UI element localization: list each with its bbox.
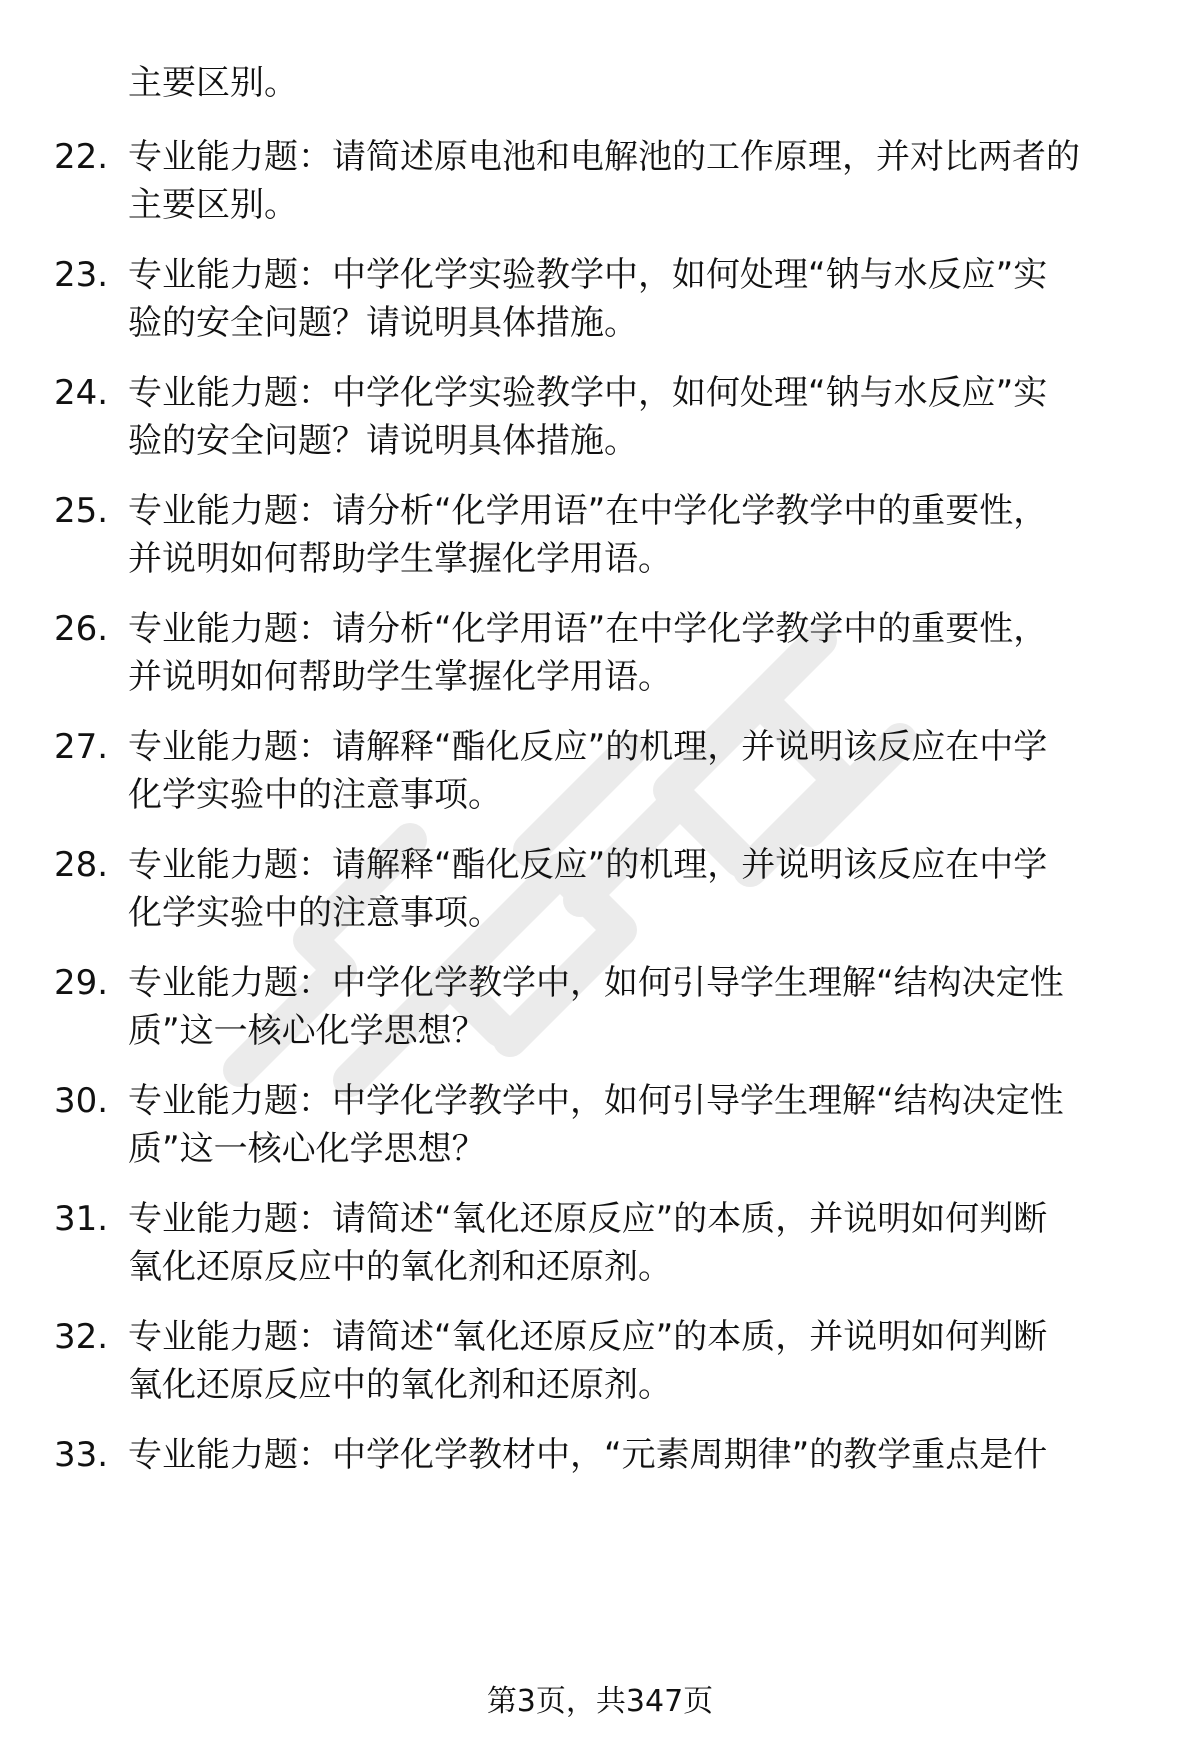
- question-text-line: 专业能力题：请解释“酯化反应”的机理，并说明该反应在中学: [128, 845, 1048, 885]
- question-text-line: 专业能力题：中学化学教材中，“元素周期律”的教学重点是什: [128, 1435, 1048, 1475]
- list-item: [0, 1312, 1200, 1422]
- question-text-line: 氧化还原反应中的氧化剂和还原剂。: [128, 1247, 672, 1287]
- question-number: 27.: [54, 727, 109, 767]
- question-text-line: 并说明如何帮助学生掌握化学用语。: [128, 657, 672, 697]
- question-number: 29.: [54, 963, 109, 1003]
- question-text-line: 专业能力题：中学化学教学中，如何引导学生理解“结构决定性: [128, 963, 1064, 1003]
- question-text-line: 专业能力题：中学化学教学中，如何引导学生理解“结构决定性: [128, 1081, 1064, 1121]
- question-text-line: 专业能力题：请分析“化学用语”在中学化学教学中的重要性，: [128, 609, 1048, 649]
- list-item: [0, 958, 1200, 1068]
- question-text-line: 专业能力题：请简述原电池和电解池的工作原理，并对比两者的: [128, 137, 1080, 177]
- question-number: 33.: [54, 1435, 109, 1475]
- question-text-line: 专业能力题：中学化学实验教学中，如何处理“钠与水反应”实: [128, 373, 1048, 413]
- list-item: [0, 1076, 1200, 1186]
- list-item: [0, 722, 1200, 832]
- question-text-line: 专业能力题：请分析“化学用语”在中学化学教学中的重要性，: [128, 491, 1048, 531]
- question-text-line: 并说明如何帮助学生掌握化学用语。: [128, 539, 672, 579]
- question-number: 28.: [54, 845, 109, 885]
- list-item: [0, 840, 1200, 950]
- question-text-line: 专业能力题：中学化学实验教学中，如何处理“钠与水反应”实: [128, 255, 1048, 295]
- page-footer: 第3页，共347页: [486, 1684, 714, 1719]
- question-text-line: 质”这一核心化学思想？: [128, 1129, 486, 1169]
- list-item: [0, 1194, 1200, 1304]
- question-number: 26.: [54, 609, 109, 649]
- question-text-line: 氧化还原反应中的氧化剂和还原剂。: [128, 1365, 672, 1405]
- question-text-line: 专业能力题：请简述“氧化还原反应”的本质，并说明如何判断: [128, 1199, 1048, 1239]
- question-number: 24.: [54, 373, 109, 413]
- question-number: 23.: [54, 255, 109, 295]
- question-text-line: 主要区别。: [128, 185, 298, 225]
- question-text-line: 专业能力题：请简述“氧化还原反应”的本质，并说明如何判断: [128, 1317, 1048, 1357]
- list-item: [0, 132, 1200, 242]
- continuation-text: 主要区别。: [128, 63, 298, 103]
- question-text-line: 专业能力题：请解释“酯化反应”的机理，并说明该反应在中学: [128, 727, 1048, 767]
- question-text-line: 质”这一核心化学思想？: [128, 1011, 486, 1051]
- question-text-line: 验的安全问题？请说明具体措施。: [128, 303, 638, 343]
- question-number: 25.: [54, 491, 109, 531]
- list-item: [0, 250, 1200, 360]
- list-item: [0, 486, 1200, 596]
- question-number: 30.: [54, 1081, 109, 1121]
- question-number: 32.: [54, 1317, 109, 1357]
- question-text-line: 化学实验中的注意事项。: [128, 893, 502, 933]
- question-text-line: 验的安全问题？请说明具体措施。: [128, 421, 638, 461]
- question-number: 22.: [54, 137, 109, 177]
- list-item: [0, 368, 1200, 478]
- question-number: 31.: [54, 1199, 109, 1239]
- list-item: [0, 604, 1200, 714]
- question-text-line: 化学实验中的注意事项。: [128, 775, 502, 815]
- list-item: [0, 1430, 1200, 1540]
